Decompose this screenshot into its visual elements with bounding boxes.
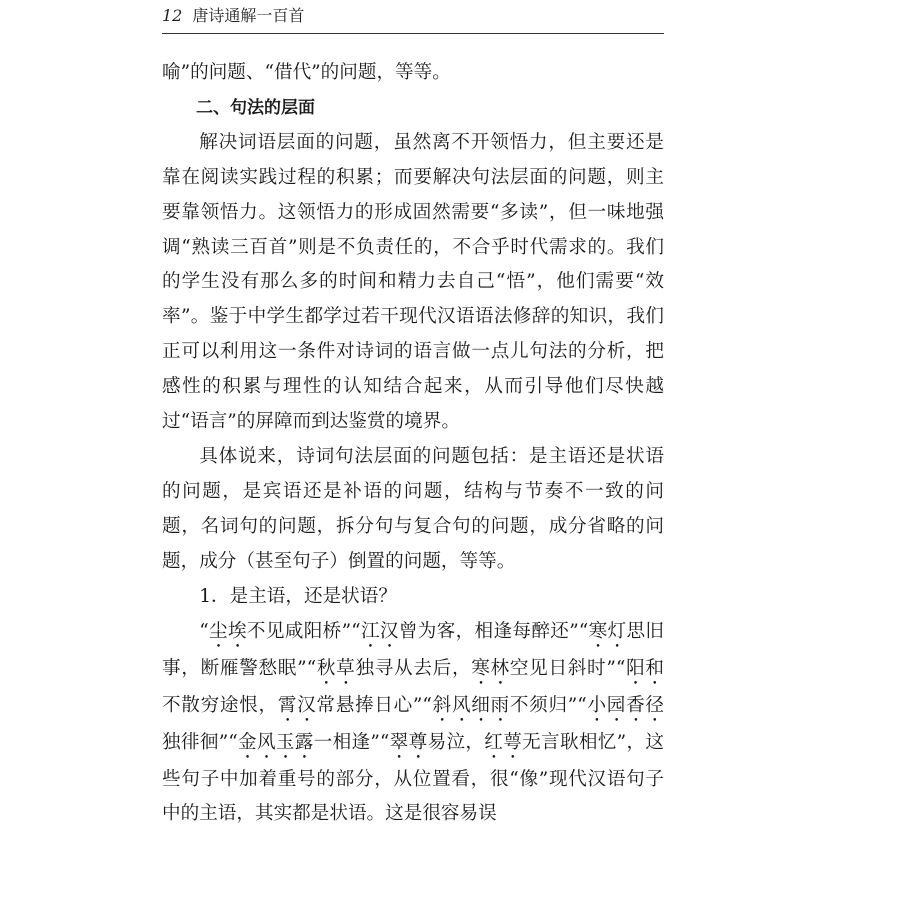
running-header [162, 4, 682, 28]
emphasized-text: 斜风细雨 [431, 694, 510, 716]
emphasized-text: 秋草 [316, 657, 356, 679]
paragraph-continuation: 喻”的问题、“借代”的问题，等等。 [162, 62, 451, 83]
emphasized-text: 阳和 [625, 657, 664, 679]
emphasized-text: 红萼 [484, 731, 523, 753]
emphasized-text: 翠尊 [389, 731, 428, 753]
text-segment: 思旧事，断雁警愁眠”“ [162, 620, 664, 679]
text-segment: 常悬捧日心”“ [316, 694, 432, 716]
book-title: 唐诗通解一百首 [192, 6, 305, 25]
text-segment: 不见咸阳桥”“ [246, 620, 361, 642]
paragraph: 具体说来，诗词句法层面的问题包括：是主语还是状语的问题，是宾语还是补语的问题，结构与节奏不一致的问题，名词句的问题，拆分句与复合句的问题，成分省略的问题，成分（甚至句子）倒置的问题，等等。 [162, 445, 664, 572]
text-segment: 空见日斜时”“ [509, 657, 626, 679]
subsection-heading: 1．是主语，还是状语？ [199, 585, 397, 607]
text-segment: 不散穷途恨， [162, 694, 278, 716]
emphasized-text: 寒灯 [588, 620, 627, 642]
emphasized-text: 寒林 [471, 657, 510, 679]
text-segment: 曾为客，相逢每醉还”“ [398, 620, 589, 642]
text-segment: 不须归”“ [509, 694, 587, 716]
page-number: 12 [162, 6, 183, 25]
text-segment: 无言耿相忆”，这些句子中加着重号的部分，从位置看，很“像”现代汉语句子中的主语，其实都是状语。这是很容易误 [162, 731, 664, 825]
emphasized-text: 尘埃 [208, 620, 247, 642]
emphasized-text: 小园香径 [586, 694, 664, 716]
emphasized-text: 霄汉 [277, 694, 317, 716]
section-heading: 二、句法的层面 [196, 97, 315, 118]
text-segment: 易泣， [427, 731, 485, 753]
text-segment: 一相逢”“ [313, 731, 390, 753]
text-segment: “ [199, 620, 209, 642]
emphasized-text: 江汉 [360, 620, 399, 642]
body-text [162, 56, 664, 832]
example-paragraph [162, 615, 664, 833]
text-segment: 独寻从去后， [355, 657, 472, 679]
text-segment: 独徘徊”“ [162, 731, 238, 753]
paragraph: 解决词语层面的问题，虽然离不开领悟力，但主要还是靠在阅读实践过程的积累；而要解决句法层面的问题，则主要靠领悟力。这领悟力的形成固然需要“多读”，但一味地强调“熟读三百首”则是不负责任的，不合乎时代需求的。我们的学生没有那么多的时间和精力去自己“悟”，他们需要“效率”。鉴于中学生都学过若干现代汉语语法修辞的知识，我们正可以利用这一条件对诗词的语言做一点儿句法的分析，把感性的积累与理性的认知结合起来，从而引导他们尽快越过“语言”的屏障而到达鉴赏的境界。 [162, 131, 664, 433]
emphasized-text: 金风玉露 [237, 731, 314, 753]
header-divider [162, 33, 664, 34]
